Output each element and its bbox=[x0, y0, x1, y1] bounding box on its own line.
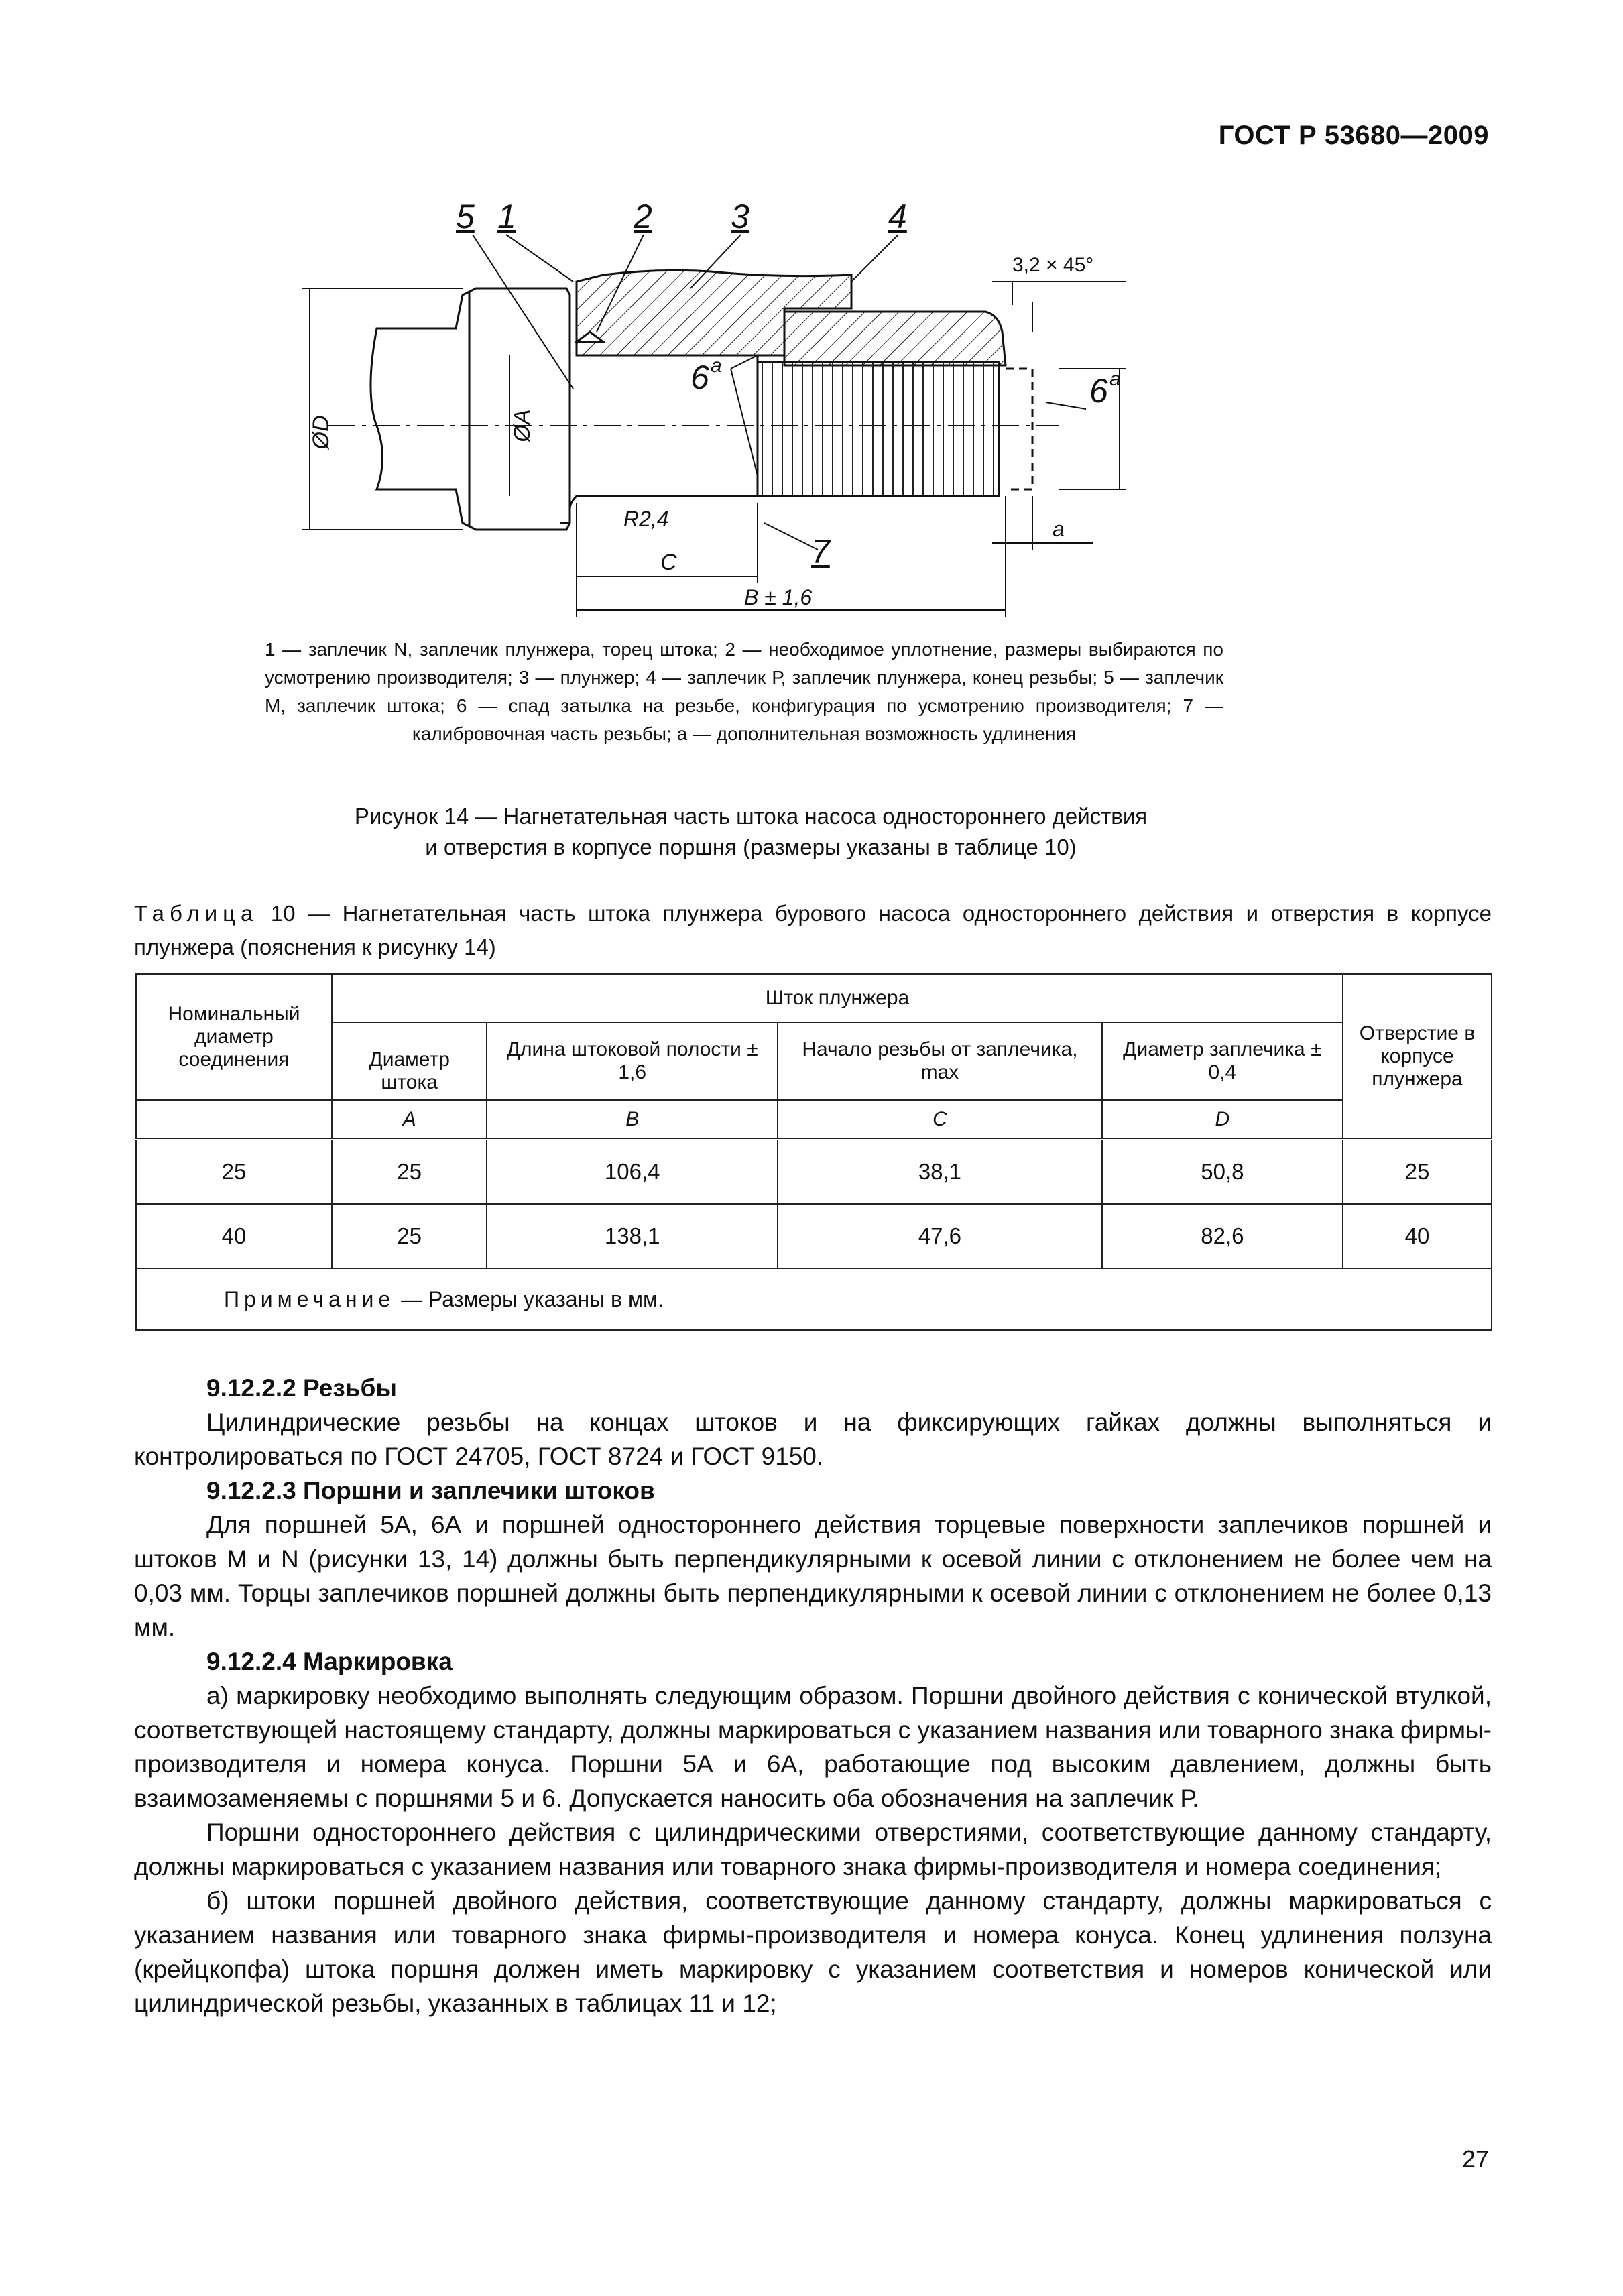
callout-1: 1 bbox=[497, 198, 516, 235]
callout-6-left-sup: a bbox=[711, 355, 722, 377]
callout-7: 7 bbox=[811, 533, 830, 570]
header-rod-group: Шток плунжера bbox=[332, 974, 1343, 1022]
callout-6-left: 6 bbox=[690, 359, 709, 396]
cell-c: 47,6 bbox=[778, 1204, 1102, 1268]
page-number: 27 bbox=[1461, 2145, 1489, 2173]
dim-chamfer: 3,2 × 45° bbox=[1012, 254, 1094, 276]
header-symbol-b: B bbox=[487, 1100, 778, 1140]
section-title-marking: 9.12.2.4 Маркировка bbox=[206, 1648, 453, 1675]
table-row bbox=[136, 1204, 1492, 1268]
table-note bbox=[136, 1268, 1492, 1330]
dim-radius: R2,4 bbox=[623, 507, 669, 531]
dim-diam-d: ØD bbox=[308, 415, 334, 450]
header-rod-diameter: Диаметр штока bbox=[332, 1022, 487, 1100]
figure-caption bbox=[201, 801, 1301, 863]
callout-5: 5 bbox=[456, 198, 475, 235]
dim-c: C bbox=[660, 550, 677, 575]
cell-nominal: 25 bbox=[136, 1140, 332, 1205]
header-symbol-a: A bbox=[332, 1100, 487, 1140]
cell-hole: 25 bbox=[1343, 1140, 1492, 1205]
table-title-text: 10 — Нагнетательная часть штока плунжера бурового насоса одностороннего действия и отверстия в корпусе плунжера (пояснения к рисунку 14) bbox=[134, 901, 1492, 959]
dim-diam-a: ØA bbox=[509, 409, 535, 442]
header-symbol-c: C bbox=[778, 1100, 1102, 1140]
paragraph: Цилиндрические резьбы на концах штоков и на фиксирующих гайках должны выполняться и контролироваться по ГОСТ 24705, ГОСТ 8724 и ГОСТ 9150. bbox=[134, 1408, 1492, 1470]
note-text: — Размеры указаны в мм. bbox=[395, 1286, 664, 1311]
body-text bbox=[134, 1371, 1492, 2020]
caption-line-1: Рисунок 14 — Нагнетательная часть штока насоса одностороннего действия bbox=[354, 804, 1148, 829]
header-body-hole: Отверстие в корпусе плунжера bbox=[1343, 974, 1492, 1140]
callout-6-right: 6 bbox=[1089, 372, 1108, 410]
table-title-prefix: Таблица bbox=[134, 901, 259, 926]
header-symbol-d: D bbox=[1102, 1100, 1343, 1140]
paragraph: Для поршней 5А, 6А и поршней одностороннего действия торцевые поверхности заплечиков поршней и штоков M и N (рисунки 13, 14) должны быть перпендикулярными к осевой линии с отклонением не более чем на 0,03 мм. Торцы заплечиков поршней должны быть перпендикулярными к осевой линии с отклонением не более 0,13 мм. bbox=[134, 1511, 1492, 1641]
cell-a: 25 bbox=[332, 1204, 487, 1268]
header-shoulder-diameter: Диаметр заплечика ± 0,4 bbox=[1102, 1022, 1343, 1100]
table-title bbox=[134, 897, 1492, 964]
callout-4: 4 bbox=[888, 198, 907, 235]
header-nominal-diameter: Номинальный диаметр соединения bbox=[136, 974, 332, 1100]
technical-drawing bbox=[255, 188, 1180, 630]
note-label: Примечание bbox=[224, 1286, 396, 1311]
table-row bbox=[136, 1140, 1492, 1205]
header-thread-start: Начало резьбы от заплечика, max bbox=[778, 1022, 1102, 1100]
cell-c: 38,1 bbox=[778, 1140, 1102, 1205]
header-cavity-length: Длина штоковой полости ± 1,6 bbox=[487, 1022, 778, 1100]
paragraph: а) маркировку необходимо выполнять следующим образом. Поршни двойного действия с конической втулкой, соответствующей настоящему стандарту, должны маркироваться с указанием названия или товарного знака фирмы-производителя и номера конуса. Поршни 5А и 6А, работающие под высоким давлением, должны быть взаимозаменяемы с поршнями 5 и 6. Допускается наносить оба обозначения на заплечик Р. bbox=[134, 1682, 1492, 1812]
specification-table bbox=[135, 973, 1492, 1331]
document-header: ГОСТ Р 53680—2009 bbox=[1218, 121, 1489, 150]
cell-hole: 40 bbox=[1343, 1204, 1492, 1268]
table-note-row bbox=[136, 1268, 1492, 1330]
dim-a: a bbox=[1053, 517, 1065, 541]
cell-b: 106,4 bbox=[487, 1140, 778, 1205]
cell-b: 138,1 bbox=[487, 1204, 778, 1268]
callout-2: 2 bbox=[634, 198, 652, 235]
cell-d: 50,8 bbox=[1102, 1140, 1343, 1205]
callout-3: 3 bbox=[731, 198, 749, 235]
section-title-pistons: 9.12.2.3 Поршни и заплечики штоков bbox=[206, 1477, 655, 1504]
caption-line-2: и отверстия в корпусе поршня (размеры указаны в таблице 10) bbox=[425, 835, 1077, 859]
paragraph: Поршни одностороннего действия с цилиндрическими отверстиями, соответствующие данному стандарту, должны маркироваться с указанием названия или товарного знака фирмы-производителя и номера соединения; bbox=[134, 1819, 1492, 1880]
paragraph: б) штоки поршней двойного действия, соответствующие данному стандарту, должны маркироваться с указанием названия или товарного знака фирмы-производителя и номера конуса. Конец удлинения ползуна (крейцкопфа) штока поршня должен иметь маркировку с указанием соответствия и номеров конической или цилиндрической резьбы, указанных в таблицах 11 и 12; bbox=[134, 1887, 1492, 2017]
callout-6-right-sup: a bbox=[1109, 368, 1121, 390]
header-symbol-empty bbox=[136, 1100, 332, 1140]
section-title-threads: 9.12.2.2 Резьбы bbox=[206, 1374, 397, 1402]
figure-legend: 1 — заплечик N, заплечик плунжера, торец штока; 2 — необходимое уплотнение, размеры выбираются по усмотрению производителя; 3 — плунжер; 4 — заплечик Р, заплечик плунжера, конец резьбы; 5 — заплечик M, заплечик штока; 6 — спад затылка на резьбе, конфигурация по усмотрению производителя; 7 — калибровочная часть резьбы; а — дополнительная возможность удлинения bbox=[265, 639, 1223, 744]
cell-a: 25 bbox=[332, 1140, 487, 1205]
cell-d: 82,6 bbox=[1102, 1204, 1343, 1268]
dim-b: B ± 1,6 bbox=[744, 585, 813, 609]
cell-nominal: 40 bbox=[136, 1204, 332, 1268]
